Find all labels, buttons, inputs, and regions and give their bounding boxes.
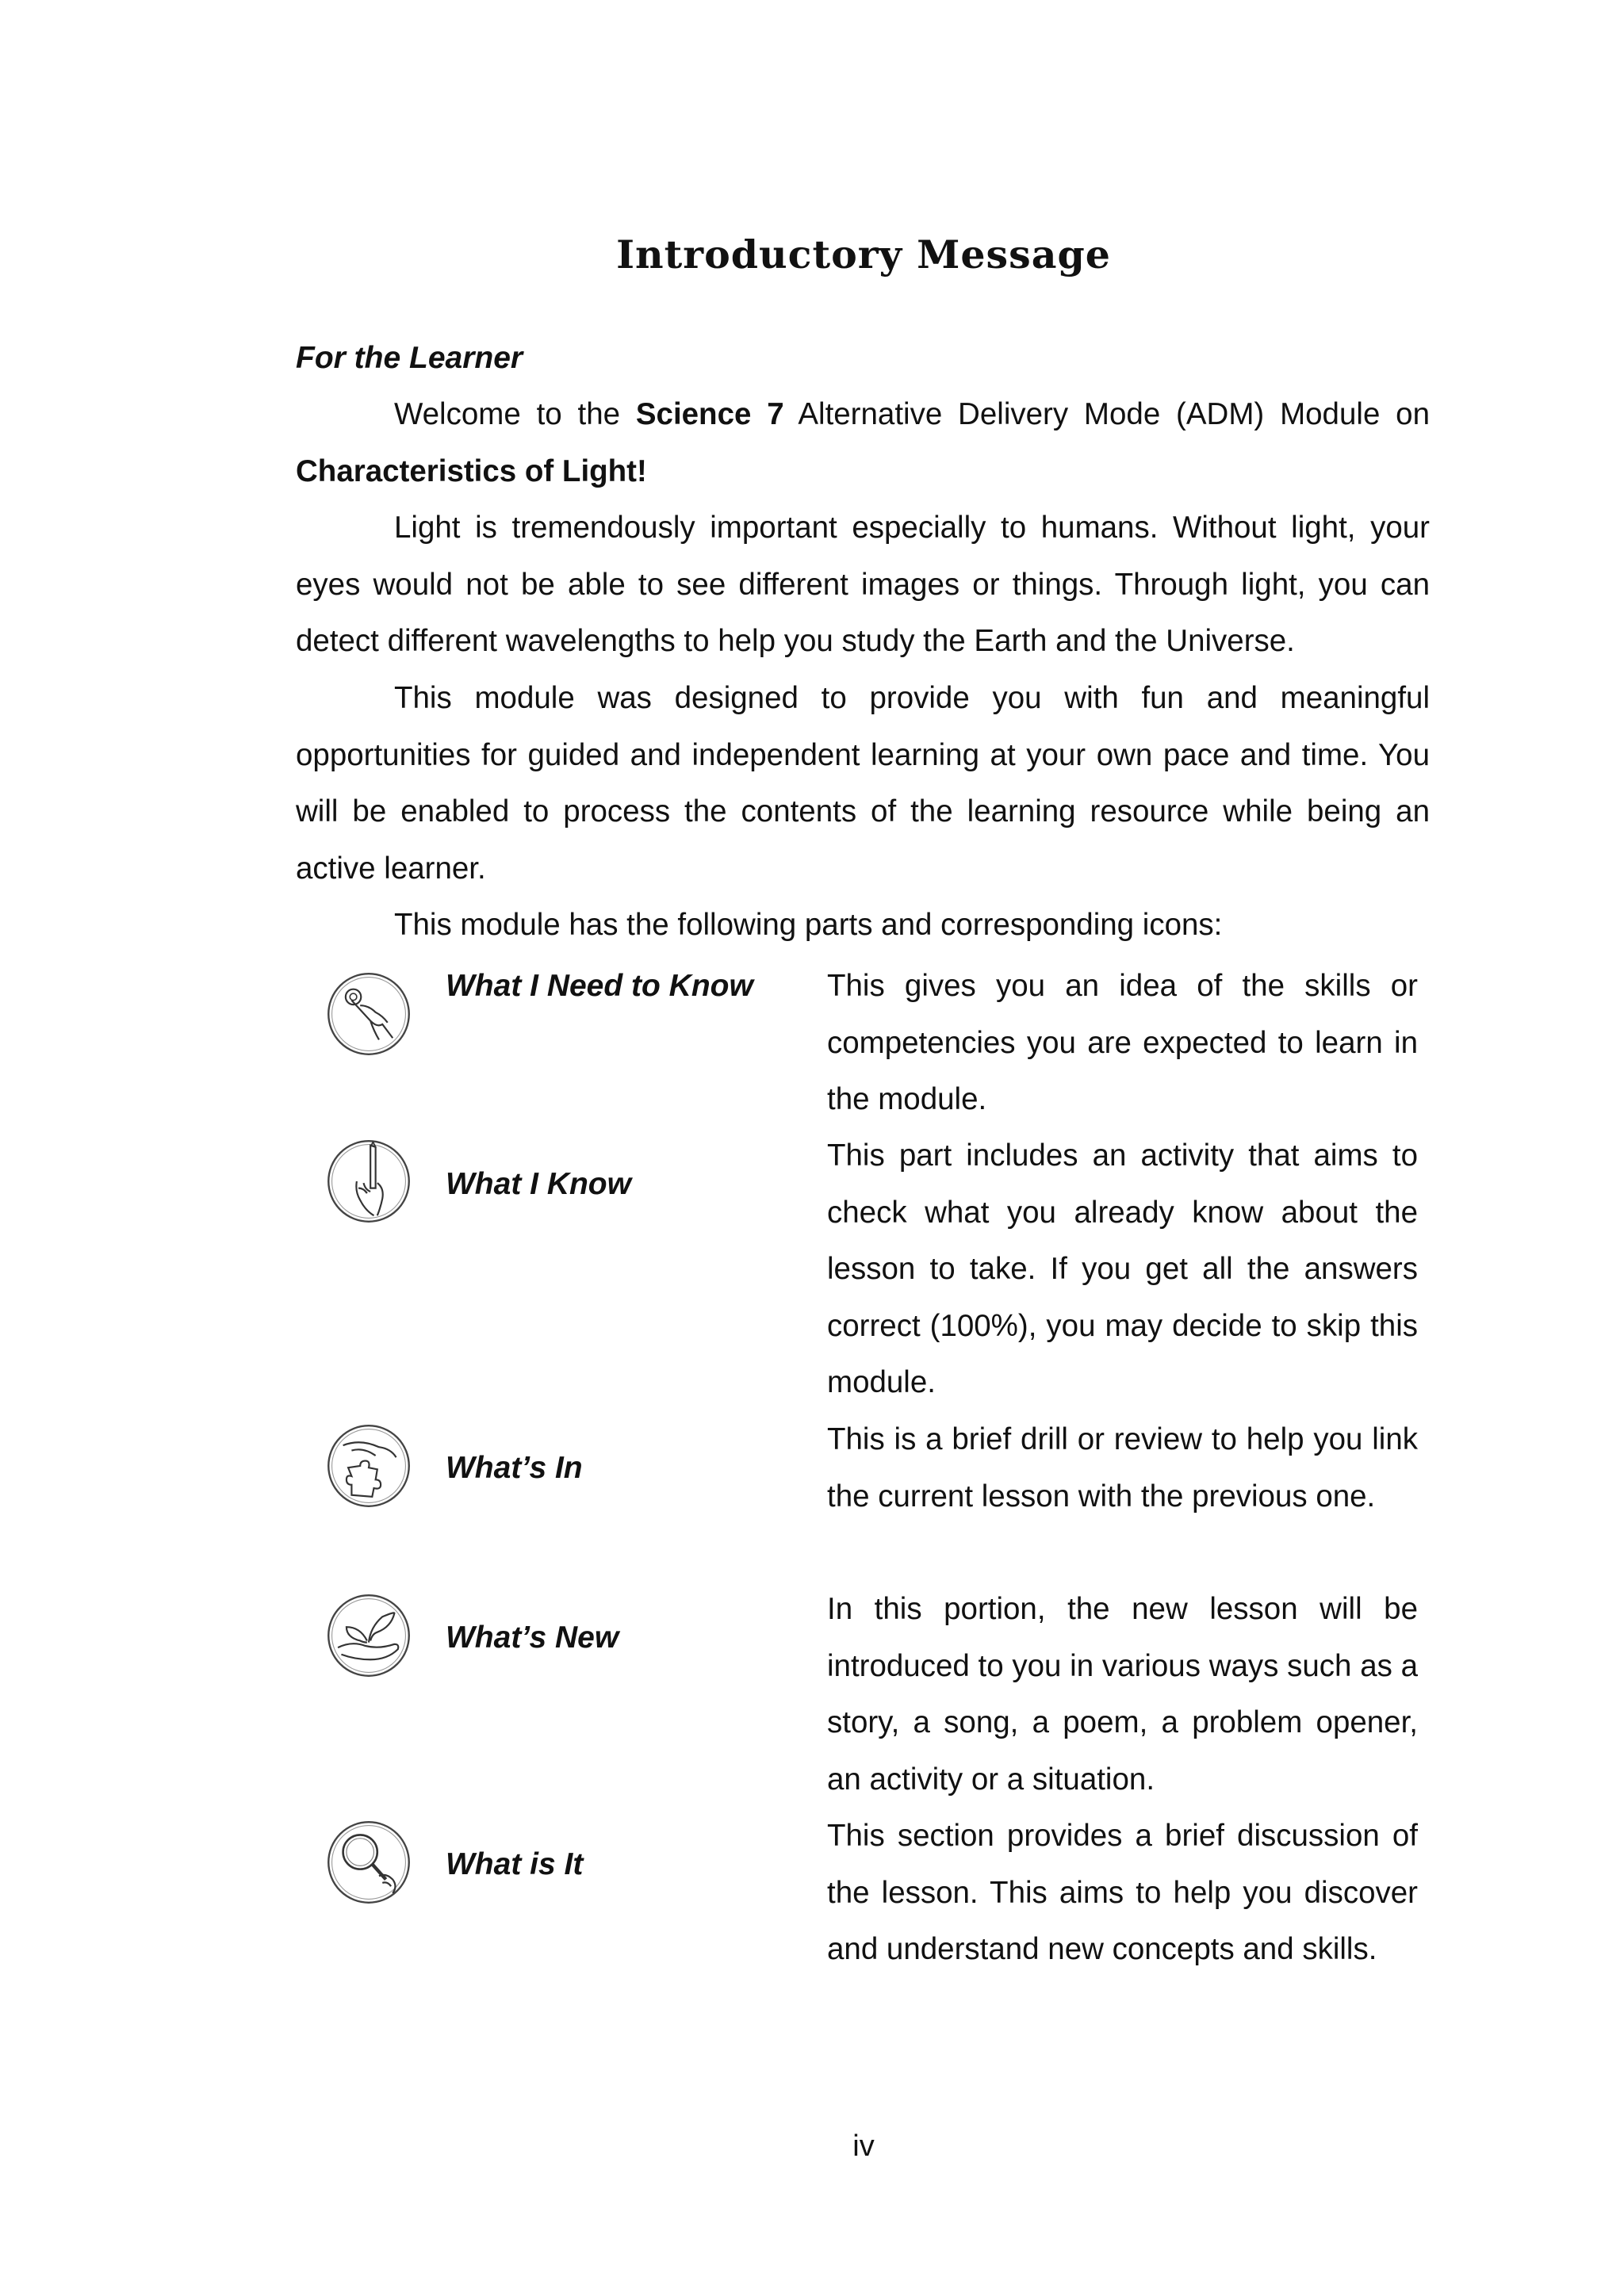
part-desc-what-i-know: This part includes an activity that aims to check what you already know about the lesson to take. If you get all the answers correct (100%), you may decide to skip this module. (827, 1138, 1418, 1399)
welcome-text-middle: Alternative Delivery Mode (ADM) Module on (783, 397, 1430, 431)
part-desc-what-is-it: This section provides a brief discussion of the lesson. This aims to help you discover and understand new concepts and skills. (827, 1819, 1418, 1966)
welcome-text-start: Welcome to the (394, 397, 636, 431)
light-paragraph: Light is tremendously important especially to humans. Without light, your eyes would not be able to see different images or things. Through light, you can detect different wavelengths to help you study the Earth and the Universe. (296, 511, 1430, 658)
hand-pencil-icon (326, 1138, 412, 1224)
welcome-subject: Science 7 (635, 397, 784, 431)
part-label-what-i-know: What I Know (446, 1167, 631, 1201)
page-number: iv (852, 2130, 875, 2163)
pointing-finger-icon (326, 971, 412, 1057)
section-subtitle: For the Learner (296, 341, 523, 375)
page-title: Introductory Message (616, 232, 1111, 277)
welcome-paragraph (296, 386, 1430, 499)
hand-plant-icon (326, 1593, 412, 1678)
part-desc-whats-new: In this portion, the new lesson will be introduced to you in various ways such as a story, a song, a poem, a problem opener, an activity or a situation. (827, 1592, 1418, 1797)
hand-puzzle-icon (326, 1423, 412, 1509)
part-label-whats-new: What’s New (446, 1621, 619, 1655)
module-design-paragraph: This module was designed to provide you with fun and meaningful opportunities for guided and independent learning at your own pace and time. You will be enabled to process the contents of the learning resource while being an active learner. (296, 681, 1430, 886)
parts-intro-paragraph: This module has the following parts and corresponding icons: (394, 908, 1223, 942)
magnifying-glass-icon (326, 1820, 412, 1905)
welcome-module-title: Characteristics of Light! (296, 453, 647, 488)
part-label-what-i-need-to-know: What I Need to Know (446, 969, 753, 1003)
part-label-what-is-it: What is It (446, 1847, 584, 1881)
part-desc-whats-in: This is a brief drill or review to help you link the current lesson with the previous one. (827, 1422, 1418, 1513)
part-label-whats-in: What’s In (446, 1451, 583, 1485)
part-desc-what-i-need-to-know: This gives you an idea of the skills or competencies you are expected to learn in the module. (827, 969, 1418, 1116)
